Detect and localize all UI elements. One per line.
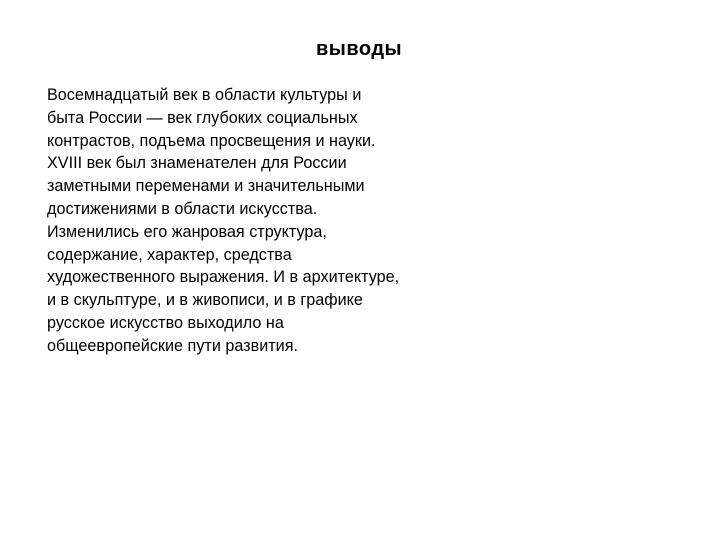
- slide-title: выводы: [316, 38, 403, 60]
- body-line: быта России — век глубоких социальных: [47, 108, 358, 127]
- body-line: Изменились его жанровая структура,: [47, 222, 327, 241]
- body-line: Восемнадцатый век в области культуры и: [47, 86, 362, 104]
- body-line: контрастов, подъема просвещения и науки.: [47, 131, 376, 150]
- body-line: заметными переменами и значительными: [47, 177, 365, 196]
- body-line: общеевропейские пути развития.: [47, 336, 298, 355]
- body-line: содержание, характер, средства: [47, 245, 292, 264]
- body-line: XVIII век был знаменателен для России: [47, 154, 347, 173]
- body-line: русское искусство выходило на: [47, 313, 284, 332]
- body-line: и в скульптуре, и в живописи, и в графике: [47, 291, 363, 310]
- slide-body-text: [47, 84, 467, 358]
- body-line: художественного выражения. И в архитектуре,: [47, 268, 400, 287]
- body-line: достижениями в области искусства.: [47, 199, 318, 218]
